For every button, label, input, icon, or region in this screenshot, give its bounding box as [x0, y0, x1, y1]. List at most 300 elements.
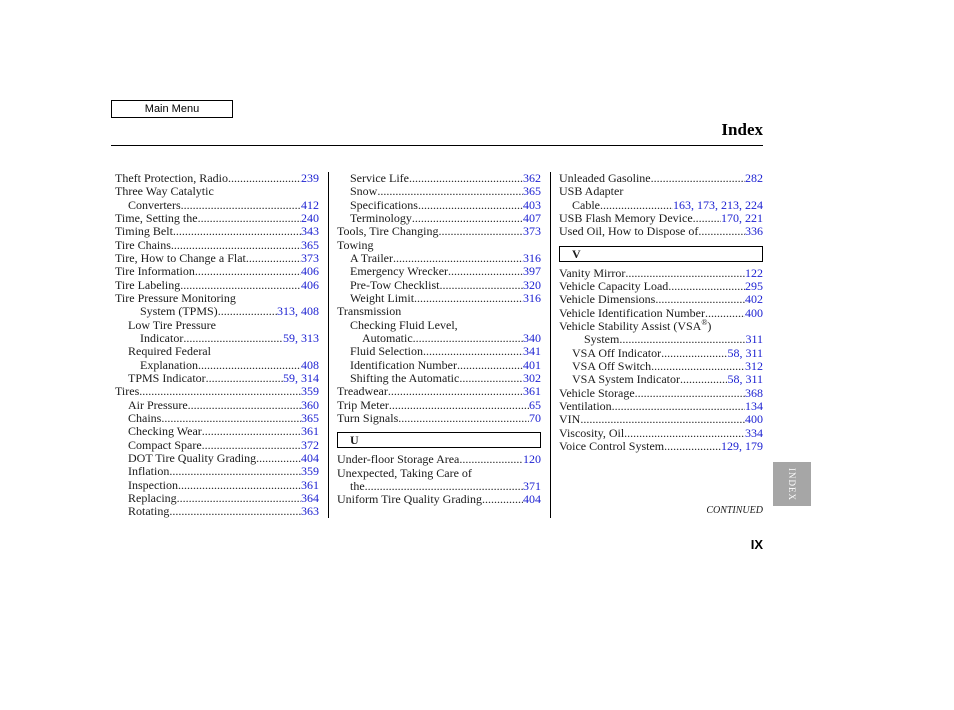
- index-entry: [337, 332, 541, 345]
- page-reference-link[interactable]: 400: [745, 412, 763, 427]
- leader-dots: [600, 199, 673, 212]
- index-entry: [559, 293, 763, 306]
- column-divider: [550, 172, 551, 518]
- page-reference-link[interactable]: 336: [745, 224, 763, 239]
- index-term-text: Trip Meter: [337, 397, 389, 412]
- index-term-text: VSA Off Switch: [572, 358, 652, 373]
- index-term: [350, 252, 393, 265]
- main-menu-button[interactable]: Main Menu: [111, 100, 233, 118]
- index-entry: [115, 345, 319, 358]
- leader-dots: [139, 385, 301, 398]
- index-entry: [115, 279, 319, 292]
- leader-dots: [198, 359, 301, 372]
- index-entry: [115, 305, 319, 318]
- index-term: [350, 199, 418, 212]
- page-reference-link[interactable]: 365: [301, 237, 319, 252]
- leader-dots: [169, 505, 301, 518]
- page-reference-link[interactable]: 397: [523, 264, 541, 279]
- index-term-text: Ventilation: [559, 398, 612, 413]
- page-reference-link[interactable]: 361: [523, 384, 541, 399]
- index-entry: [115, 385, 319, 398]
- section-header-u: U: [337, 432, 541, 448]
- leader-dots: [482, 493, 523, 506]
- index-entry: [115, 359, 319, 372]
- leader-dots: [173, 225, 301, 238]
- leader-dots: [228, 172, 301, 185]
- page-reference-link[interactable]: 58, 311: [727, 345, 763, 360]
- index-entry: [115, 212, 319, 225]
- index-term: [559, 280, 668, 293]
- index-entry: [115, 439, 319, 452]
- index-term: [337, 493, 482, 506]
- index-term-text: Tire, How to Change a Flat: [115, 250, 246, 265]
- index-term-tail: ): [707, 318, 712, 333]
- index-entry: [559, 413, 763, 426]
- leader-dots: [619, 333, 745, 346]
- index-term-text: Time, Setting the: [115, 210, 198, 225]
- page-reference-link[interactable]: 361: [301, 477, 319, 492]
- leader-dots: [439, 279, 523, 292]
- page-reference-link[interactable]: 407: [523, 210, 541, 225]
- index-term: [337, 305, 401, 318]
- index-term: [337, 453, 459, 466]
- index-term: [337, 385, 388, 398]
- page-reference-link[interactable]: 163, 173, 213, 224: [673, 197, 763, 212]
- index-term: [115, 279, 180, 292]
- index-term-text: Pre-Tow Checklist: [350, 277, 440, 292]
- index-entry: [115, 292, 319, 305]
- index-term: [350, 212, 412, 225]
- page-reference-link[interactable]: 59, 313: [283, 330, 319, 345]
- index-entry: [337, 252, 541, 265]
- index-term: [350, 265, 448, 278]
- index-term-text: Automatic: [362, 330, 413, 345]
- index-entry: [559, 400, 763, 413]
- page-reference-link[interactable]: 362: [523, 171, 541, 185]
- index-term: [140, 305, 218, 318]
- index-term: [115, 265, 195, 278]
- leader-dots: [651, 172, 745, 185]
- page-reference-link[interactable]: 404: [523, 492, 541, 507]
- leader-dots: [412, 212, 523, 225]
- index-term-text: Vanity Mirror: [559, 265, 626, 280]
- index-column-3: [559, 172, 763, 453]
- index-term-text: Used Oil, How to Dispose of: [559, 224, 699, 239]
- index-term-text: Converters: [128, 197, 181, 212]
- index-term: [128, 452, 256, 465]
- index-term-text: Under-floor Storage Area: [337, 452, 460, 467]
- page-reference-link[interactable]: 371: [523, 478, 541, 493]
- page-reference-link[interactable]: 122: [745, 265, 763, 280]
- index-entry: [115, 252, 319, 265]
- page-reference-link[interactable]: 404: [301, 450, 319, 465]
- index-term-text: Identification Number: [350, 357, 457, 372]
- index-term-text: Viscosity, Oil: [559, 425, 625, 440]
- index-term: [350, 319, 458, 332]
- index-entry: [115, 199, 319, 212]
- leader-dots: [624, 427, 745, 440]
- index-side-tab[interactable]: [773, 462, 811, 506]
- index-term-text: A Trailer: [350, 250, 394, 265]
- index-term: [559, 212, 693, 225]
- index-term-text: Air Pressure: [128, 397, 188, 412]
- index-term-text: Emergency Wrecker: [350, 264, 449, 279]
- page-reference-link[interactable]: 364: [301, 490, 319, 505]
- index-term: [337, 467, 472, 480]
- page-reference-link[interactable]: 316: [523, 290, 541, 305]
- page-reference-link[interactable]: 320: [523, 277, 541, 292]
- leader-dots: [680, 373, 727, 386]
- index-term-text: Theft Protection, Radio: [115, 171, 228, 185]
- index-entry: [559, 212, 763, 225]
- index-entry: [337, 292, 541, 305]
- page-reference-link[interactable]: 340: [523, 330, 541, 345]
- page-reference-link[interactable]: 302: [523, 370, 541, 385]
- leader-dots: [698, 225, 745, 238]
- page-title: Index: [721, 120, 763, 139]
- index-column-2: [337, 172, 541, 507]
- index-entry: [115, 239, 319, 252]
- page-reference-link[interactable]: 343: [301, 224, 319, 239]
- page-reference-link[interactable]: 170, 221: [721, 210, 763, 225]
- leader-dots: [418, 199, 523, 212]
- index-term-text: Towing: [337, 237, 374, 252]
- page-reference-link[interactable]: 406: [301, 264, 319, 279]
- index-term-text: Inspection: [128, 477, 178, 492]
- index-entry: [337, 412, 541, 425]
- index-term: [350, 345, 423, 358]
- index-term-text: Unleaded Gasoline: [559, 171, 651, 185]
- page-reference-link[interactable]: 59, 314: [283, 370, 319, 385]
- page-reference-link[interactable]: 359: [301, 384, 319, 399]
- index-term: [115, 225, 173, 238]
- index-entry: [337, 399, 541, 412]
- page-reference-link[interactable]: 334: [745, 425, 763, 440]
- index-entry: [115, 225, 319, 238]
- index-term-text: Compact Spare: [128, 437, 202, 452]
- index-entry: [337, 345, 541, 358]
- leader-dots: [414, 292, 523, 305]
- page-reference-link[interactable]: 373: [523, 224, 541, 239]
- index-term: [128, 412, 161, 425]
- index-term: [337, 239, 374, 252]
- index-entry: [115, 332, 319, 345]
- index-term-text: Indicator: [140, 330, 184, 345]
- page-reference-link[interactable]: 312: [745, 358, 763, 373]
- index-term-text: Uniform Tire Quality Grading: [337, 492, 482, 507]
- index-term-text: Snow: [350, 184, 378, 199]
- index-term-text: Cable: [572, 197, 600, 212]
- index-term: [350, 172, 409, 185]
- index-term: [337, 225, 439, 238]
- index-entry: [559, 440, 763, 453]
- page-reference-link[interactable]: 134: [745, 398, 763, 413]
- index-term: [572, 347, 661, 360]
- index-term-text: Checking Fluid Level,: [350, 317, 458, 332]
- index-entry: [115, 479, 319, 492]
- index-term: [115, 172, 228, 185]
- index-term-text: Weight Limit: [350, 290, 415, 305]
- index-entry: [559, 199, 763, 212]
- index-term: [572, 199, 600, 212]
- index-term-text: Voice Control System: [559, 438, 665, 453]
- page-reference-link[interactable]: 363: [301, 504, 319, 519]
- index-entry: [115, 412, 319, 425]
- index-entry: [337, 493, 541, 506]
- index-entry: [559, 427, 763, 440]
- page-reference-link[interactable]: 311: [745, 332, 763, 347]
- leader-dots: [206, 372, 283, 385]
- leader-dots: [625, 267, 745, 280]
- index-term-text: Vehicle Dimensions: [559, 292, 656, 307]
- page-reference-link[interactable]: 239: [301, 171, 319, 185]
- index-entry: [337, 225, 541, 238]
- leader-dots: [202, 439, 301, 452]
- index-term: [128, 345, 211, 358]
- leader-dots: [180, 279, 301, 292]
- index-term-text: VIN: [559, 412, 581, 427]
- index-term: [128, 439, 202, 452]
- index-term-text: Terminology: [350, 210, 412, 225]
- index-term: [559, 317, 712, 333]
- index-entry: [337, 212, 541, 225]
- index-entry: [337, 199, 541, 212]
- index-entry: [559, 347, 763, 360]
- index-entry: [337, 359, 541, 372]
- continued-note: CONTINUED: [706, 505, 763, 516]
- index-entry: [337, 453, 541, 466]
- leader-dots: [181, 199, 301, 212]
- index-entry: [337, 372, 541, 385]
- index-term-text: Shifting the Automatic: [350, 370, 460, 385]
- leader-dots: [161, 412, 301, 425]
- index-entry: [559, 185, 763, 198]
- index-term: [128, 399, 188, 412]
- leader-dots: [693, 212, 721, 225]
- page-reference-link[interactable]: 316: [523, 250, 541, 265]
- index-term-text: Low Tire Pressure: [128, 317, 217, 332]
- leader-dots: [169, 465, 301, 478]
- index-term-text: System (TPMS): [140, 304, 218, 319]
- index-term-text: Vehicle Stability Assist (VSA: [559, 318, 702, 333]
- index-entry: [559, 360, 763, 373]
- index-entry: [559, 373, 763, 386]
- index-entry: [115, 399, 319, 412]
- page-reference-link[interactable]: 412: [301, 197, 319, 212]
- index-term: [572, 360, 651, 373]
- page-reference-link[interactable]: 403: [523, 197, 541, 212]
- index-term: [350, 185, 377, 198]
- leader-dots: [661, 347, 727, 360]
- page-reference-link[interactable]: 360: [301, 397, 319, 412]
- index-term-text: the: [350, 478, 365, 493]
- index-term-text: Tools, Tire Changing: [337, 224, 439, 239]
- page-reference-link[interactable]: 70: [529, 410, 541, 425]
- index-term: [350, 292, 414, 305]
- index-term: [128, 199, 181, 212]
- leader-dots: [664, 440, 721, 453]
- leader-dots: [705, 307, 745, 320]
- index-term: [115, 185, 214, 198]
- index-term-text: Required Federal: [128, 344, 211, 359]
- index-entry: [115, 319, 319, 332]
- page-reference-link[interactable]: 361: [301, 424, 319, 439]
- index-entry: [559, 172, 763, 185]
- page-reference-link[interactable]: 341: [523, 344, 541, 359]
- leader-dots: [377, 185, 523, 198]
- index-entry: [115, 425, 319, 438]
- index-term: [572, 373, 680, 386]
- index-entry: [559, 307, 763, 320]
- leader-dots: [612, 400, 745, 413]
- index-term: [350, 480, 365, 493]
- page-reference-link[interactable]: 65: [529, 397, 541, 412]
- index-term: [115, 212, 198, 225]
- page-reference-link[interactable]: 401: [523, 357, 541, 372]
- index-term: [559, 440, 664, 453]
- index-term-text: Specifications: [350, 197, 418, 212]
- leader-dots: [171, 239, 301, 252]
- index-term: [128, 479, 178, 492]
- index-entry: [559, 280, 763, 293]
- section-header-v: V: [559, 246, 763, 262]
- index-term-text: Replacing: [128, 490, 177, 505]
- index-term-text: VSA Off Indicator: [572, 345, 662, 360]
- page-reference-link[interactable]: 368: [745, 385, 763, 400]
- index-entry: [337, 279, 541, 292]
- leader-dots: [388, 385, 523, 398]
- page-reference-link[interactable]: 359: [301, 464, 319, 479]
- header-divider: [111, 145, 763, 146]
- index-term-text: DOT Tire Quality Grading: [128, 450, 257, 465]
- index-term: [115, 292, 236, 305]
- index-entry: [559, 317, 763, 333]
- registered-mark: ®: [701, 317, 708, 327]
- index-term-text: TPMS Indicator: [128, 370, 206, 385]
- page-reference-link[interactable]: 365: [301, 410, 319, 425]
- side-tab-label: INDEX: [787, 467, 797, 501]
- index-term: [559, 387, 635, 400]
- leader-dots: [218, 305, 277, 318]
- index-term-text: Service Life: [350, 171, 409, 185]
- index-term: [559, 185, 623, 198]
- index-term-text: Vehicle Storage: [559, 385, 635, 400]
- leader-dots: [202, 425, 301, 438]
- index-entry: [337, 305, 541, 318]
- leader-dots: [178, 479, 301, 492]
- index-term: [584, 333, 619, 346]
- index-term-text: Turn Signals: [337, 410, 399, 425]
- index-term-text: Inflation: [128, 464, 170, 479]
- index-entry: [115, 172, 319, 185]
- index-entry: [115, 372, 319, 385]
- page-reference-link[interactable]: 402: [745, 292, 763, 307]
- page-reference-link[interactable]: 400: [745, 305, 763, 320]
- index-term-text: System: [584, 332, 620, 347]
- index-entry: [115, 265, 319, 278]
- leader-dots: [393, 252, 523, 265]
- index-entry: [337, 172, 541, 185]
- index-term-text: Three Way Catalytic: [115, 184, 214, 199]
- index-term-text: Rotating: [128, 504, 170, 519]
- leader-dots: [651, 360, 745, 373]
- page-reference-link[interactable]: 313, 408: [277, 304, 319, 319]
- index-term: [128, 492, 177, 505]
- index-entry: [559, 267, 763, 280]
- page-reference-link[interactable]: 406: [301, 277, 319, 292]
- index-term-text: Timing Belt: [115, 224, 173, 239]
- leader-dots: [668, 280, 745, 293]
- leader-dots: [413, 332, 523, 345]
- page-reference-link[interactable]: 373: [301, 250, 319, 265]
- column-divider: [328, 172, 329, 518]
- page-reference-link[interactable]: 365: [523, 184, 541, 199]
- page-reference-link[interactable]: 372: [301, 437, 319, 452]
- leader-dots: [655, 293, 745, 306]
- index-entry: [337, 239, 541, 252]
- leader-dots: [256, 452, 301, 465]
- index-term-text: Checking Wear: [128, 424, 202, 439]
- index-term-text: USB Adapter: [559, 184, 624, 199]
- index-term: [115, 239, 171, 252]
- index-term-text: VSA System Indicator: [572, 372, 680, 387]
- leader-dots: [459, 453, 523, 466]
- index-term-text: Unexpected, Taking Care of: [337, 465, 472, 480]
- leader-dots: [177, 492, 301, 505]
- leader-dots: [448, 265, 523, 278]
- index-term: [350, 372, 459, 385]
- index-entry: [559, 333, 763, 346]
- index-term-text: Tire Pressure Monitoring: [115, 290, 236, 305]
- index-term: [140, 359, 198, 372]
- page-reference-link[interactable]: 120: [523, 452, 541, 467]
- leader-dots: [459, 372, 523, 385]
- index-entry: [337, 467, 541, 480]
- index-term: [128, 505, 169, 518]
- leader-dots: [457, 359, 523, 372]
- index-term: [559, 172, 651, 185]
- leader-dots: [423, 345, 523, 358]
- index-entry: [115, 465, 319, 478]
- index-term: [140, 332, 183, 345]
- index-term-text: Vehicle Capacity Load: [559, 278, 669, 293]
- page-reference-link[interactable]: 295: [745, 278, 763, 293]
- index-term: [559, 427, 624, 440]
- leader-dots: [198, 212, 301, 225]
- page-reference-link[interactable]: 282: [745, 171, 763, 185]
- page-reference-link[interactable]: 408: [301, 357, 319, 372]
- index-term-text: Transmission: [337, 304, 402, 319]
- index-term: [559, 225, 698, 238]
- index-column-1: [115, 172, 319, 519]
- leader-dots: [398, 412, 529, 425]
- index-entry: [559, 387, 763, 400]
- index-term: [362, 332, 413, 345]
- index-entry: [115, 505, 319, 518]
- index-term: [128, 319, 216, 332]
- index-term: [559, 413, 580, 426]
- index-term-text: Fluid Selection: [350, 344, 423, 359]
- index-term: [128, 465, 169, 478]
- page-reference-link[interactable]: 58, 311: [727, 372, 763, 387]
- leader-dots: [580, 413, 745, 426]
- leader-dots: [439, 225, 523, 238]
- page-reference-link[interactable]: 129, 179: [721, 438, 763, 453]
- index-entry: [337, 185, 541, 198]
- page-reference-link[interactable]: 240: [301, 210, 319, 225]
- index-term: [115, 252, 246, 265]
- index-entry: [337, 319, 541, 332]
